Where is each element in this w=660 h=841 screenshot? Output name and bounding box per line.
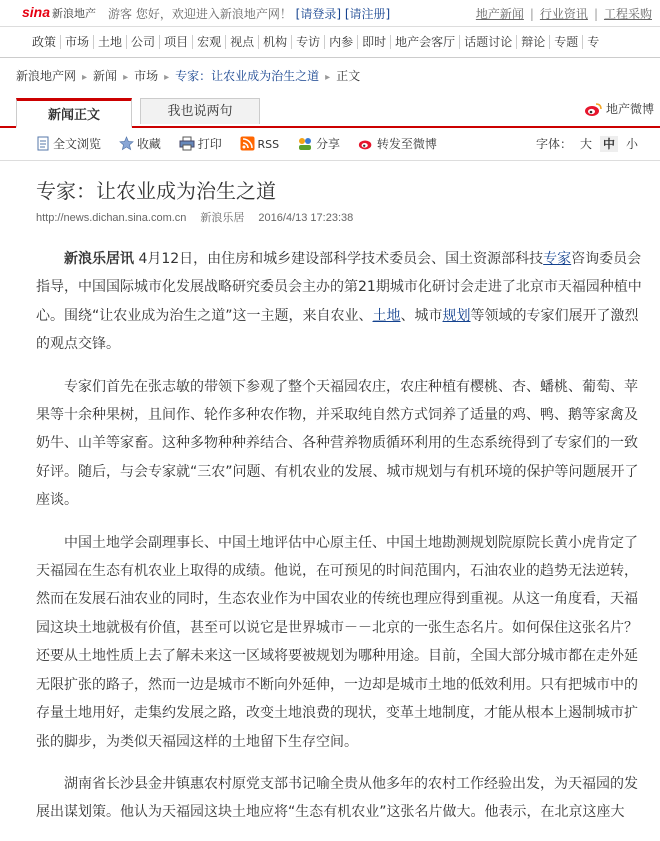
weibo-icon	[358, 137, 374, 151]
source-tag: 新浪乐居讯	[64, 251, 134, 267]
nav-item-company[interactable]: 公司	[126, 35, 159, 49]
paragraph-text: 咨询委员会指导，中国国际城市化发展战略研究委员会主办的第21期城市化研讨会走进了北京市天福园种植中心。围绕“让农业成为治生之道”这一主题，来自农业、	[36, 251, 642, 324]
paragraph: 专家们首先在张志敏的带领下参观了整个天福园农庄，农庄种植有樱桃、杏、蟠桃、葡萄、苹果等十余种果树，且间作、轮作多种农作物，并采取纯自然方式饲养了适量的鸡、鸭、鹅等家禽及奶牛、山羊等家畜。这种多物种种养结合、各种营养物质循环利用的生态系统得到了专家们的一致好评。随后，与会专家就“三农”问题、有机农业的发展、城市规划与有机环境的保护等问题展开了座谈。	[36, 378, 639, 509]
site-logo[interactable]	[22, 4, 96, 21]
register-link[interactable]: [请注册]	[344, 7, 391, 21]
article-time: 2016/4/13 17:23:38	[258, 212, 354, 224]
nav-item-macro[interactable]: 宏观	[192, 35, 225, 49]
share-label: 分享	[315, 137, 340, 151]
logo-sina: sina	[22, 4, 51, 20]
printer-icon	[179, 136, 195, 151]
nav-item-special[interactable]: 专题	[549, 35, 582, 49]
logo-text: 新浪地产	[52, 8, 97, 20]
fulltext-label: 全文浏览	[53, 137, 102, 151]
top-bar	[0, 0, 660, 27]
nav-item-instant[interactable]: 即时	[357, 35, 390, 49]
nav-item-market[interactable]: 市场	[60, 35, 93, 49]
keyword-link-expert[interactable]: 专家	[543, 251, 572, 267]
font-size-small[interactable]: 小	[625, 137, 638, 151]
rss-icon	[240, 136, 255, 151]
keyword-link-planning[interactable]: 规划	[442, 307, 471, 324]
star-icon	[119, 136, 134, 151]
article-source[interactable]: 新浪乐居	[200, 212, 245, 224]
separator: |	[593, 7, 598, 21]
nav-item-more[interactable]: 专	[582, 35, 603, 49]
font-size-large[interactable]: 大	[579, 137, 592, 151]
paragraph: 中国土地学会副理事长、中国土地评估中心原主任、中国土地勘测规划院原院长黄小虎肯定了天福园在生态有机农业上取得的成绩。他说，在可预见的时间范围内，石油农业的趋势无法逆转，然而在发展石油农业的同时，生态农业作为中国农业的传统也理应得到重视。从这一角度看，天福园这块土地就极有价值，甚至可以说它是世界城市－－北京的一张生态名片。如何保住这张名片？还要从土地性质上去了解未来这一区域将要被规划为哪种用途。目前，全国大部分城市都在走外延无限扩张的路子，然而一边是城市不断向外延伸，一边却是城市土地的低效利用。只有把城市中的存量土地用好，走集约发展之路，改变土地浪费的现状，变革土地制度，才能从根本上遏制城市扩张的脚步，为类似天福园这样的土地留下生存空间。	[36, 534, 638, 750]
nav-item-project[interactable]: 项目	[159, 35, 192, 49]
nav-item-salon[interactable]: 地产会客厅	[390, 35, 459, 49]
nav-item-topic-discussion[interactable]: 话题讨论	[459, 35, 516, 49]
nav-item-institution[interactable]: 机构	[258, 35, 291, 49]
nav-item-insider[interactable]: 内参	[324, 35, 357, 49]
weibo-icon	[584, 103, 602, 117]
chevron-right-icon: ▸	[82, 72, 88, 83]
main-nav	[0, 27, 660, 58]
print-label: 打印	[197, 137, 222, 151]
tab-bar	[0, 92, 660, 128]
nav-item-policy[interactable]: 政策	[32, 35, 57, 49]
paragraph	[36, 245, 642, 359]
font-size-selector	[528, 135, 638, 152]
rss-button[interactable]	[240, 136, 280, 151]
nav-item-viewpoint[interactable]: 视点	[225, 35, 258, 49]
breadcrumb-market[interactable]: 市场	[134, 69, 159, 83]
weibo-forward-button[interactable]	[358, 135, 437, 152]
top-link-procurement[interactable]: 工程采购	[603, 7, 652, 21]
top-link-news[interactable]: 地产新闻	[475, 7, 524, 21]
print-button[interactable]	[179, 135, 222, 152]
weibo-link[interactable]	[584, 100, 654, 117]
keyword-link-land[interactable]: 土地	[372, 307, 401, 324]
top-link-industry[interactable]: 行业资讯	[539, 7, 588, 21]
paragraph-text: 4月12日，由住房和城乡建设部科学技术委员会、国土资源部科技	[134, 251, 544, 267]
login-link[interactable]: [请登录]	[295, 7, 342, 21]
weibo-forward-label: 转发至微博	[376, 137, 437, 151]
share-icon	[297, 136, 313, 151]
nav-item-land[interactable]: 土地	[93, 35, 126, 49]
nav-items	[26, 33, 603, 50]
share-button[interactable]	[297, 135, 340, 152]
rss-label: RSS	[257, 138, 280, 151]
separator: |	[529, 7, 534, 21]
favorite-label: 收藏	[136, 137, 161, 151]
breadcrumb-home[interactable]: 新浪地产网	[16, 69, 77, 83]
weibo-label: 地产微博	[605, 102, 654, 116]
breadcrumb-news[interactable]: 新闻	[93, 69, 118, 83]
paragraph-text: 等领域的专家们展开了激烈的观点交锋。	[36, 307, 639, 353]
breadcrumb	[0, 58, 660, 88]
nav-item-debate[interactable]: 辩论	[516, 35, 549, 49]
tab-comments[interactable]: 我也说两句	[140, 98, 260, 124]
favorite-button[interactable]	[119, 135, 161, 152]
fulltext-button[interactable]	[36, 135, 101, 152]
paragraph-text: 、城市	[400, 307, 443, 324]
font-size-medium[interactable]: 中	[600, 136, 618, 152]
nav-item-interview[interactable]: 专访	[291, 35, 324, 49]
document-icon	[36, 136, 50, 151]
welcome-message	[108, 5, 390, 22]
breadcrumb-article[interactable]: 专家：让农业成为治生之道	[175, 69, 320, 83]
paragraph: 湖南省长沙县金井镇惠农村原党支部书记喻全贵从他多年的农村工作经验出发，为天福园的发展出谋划策。他认为天福园这块土地应将“生态有机农业”这张名片做大。他表示，在北京这座大	[36, 775, 638, 821]
article-url[interactable]: http://news.dichan.sina.com.cn	[36, 212, 187, 224]
welcome-text: 游客 您好，欢迎进入新浪地产网！	[108, 7, 292, 21]
breadcrumb-current: 正文	[336, 69, 361, 83]
article-title: 专家：让农业成为治生之道	[36, 179, 276, 203]
top-links	[470, 5, 652, 22]
tab-article[interactable]: 新闻正文	[16, 98, 132, 128]
chevron-right-icon: ▸	[123, 72, 129, 83]
article-toolbar	[0, 128, 660, 161]
article-body	[36, 245, 642, 841]
chevron-right-icon: ▸	[325, 72, 331, 83]
chevron-right-icon: ▸	[164, 72, 170, 83]
font-size-label: 字体：	[535, 137, 572, 151]
article-meta	[36, 209, 367, 225]
